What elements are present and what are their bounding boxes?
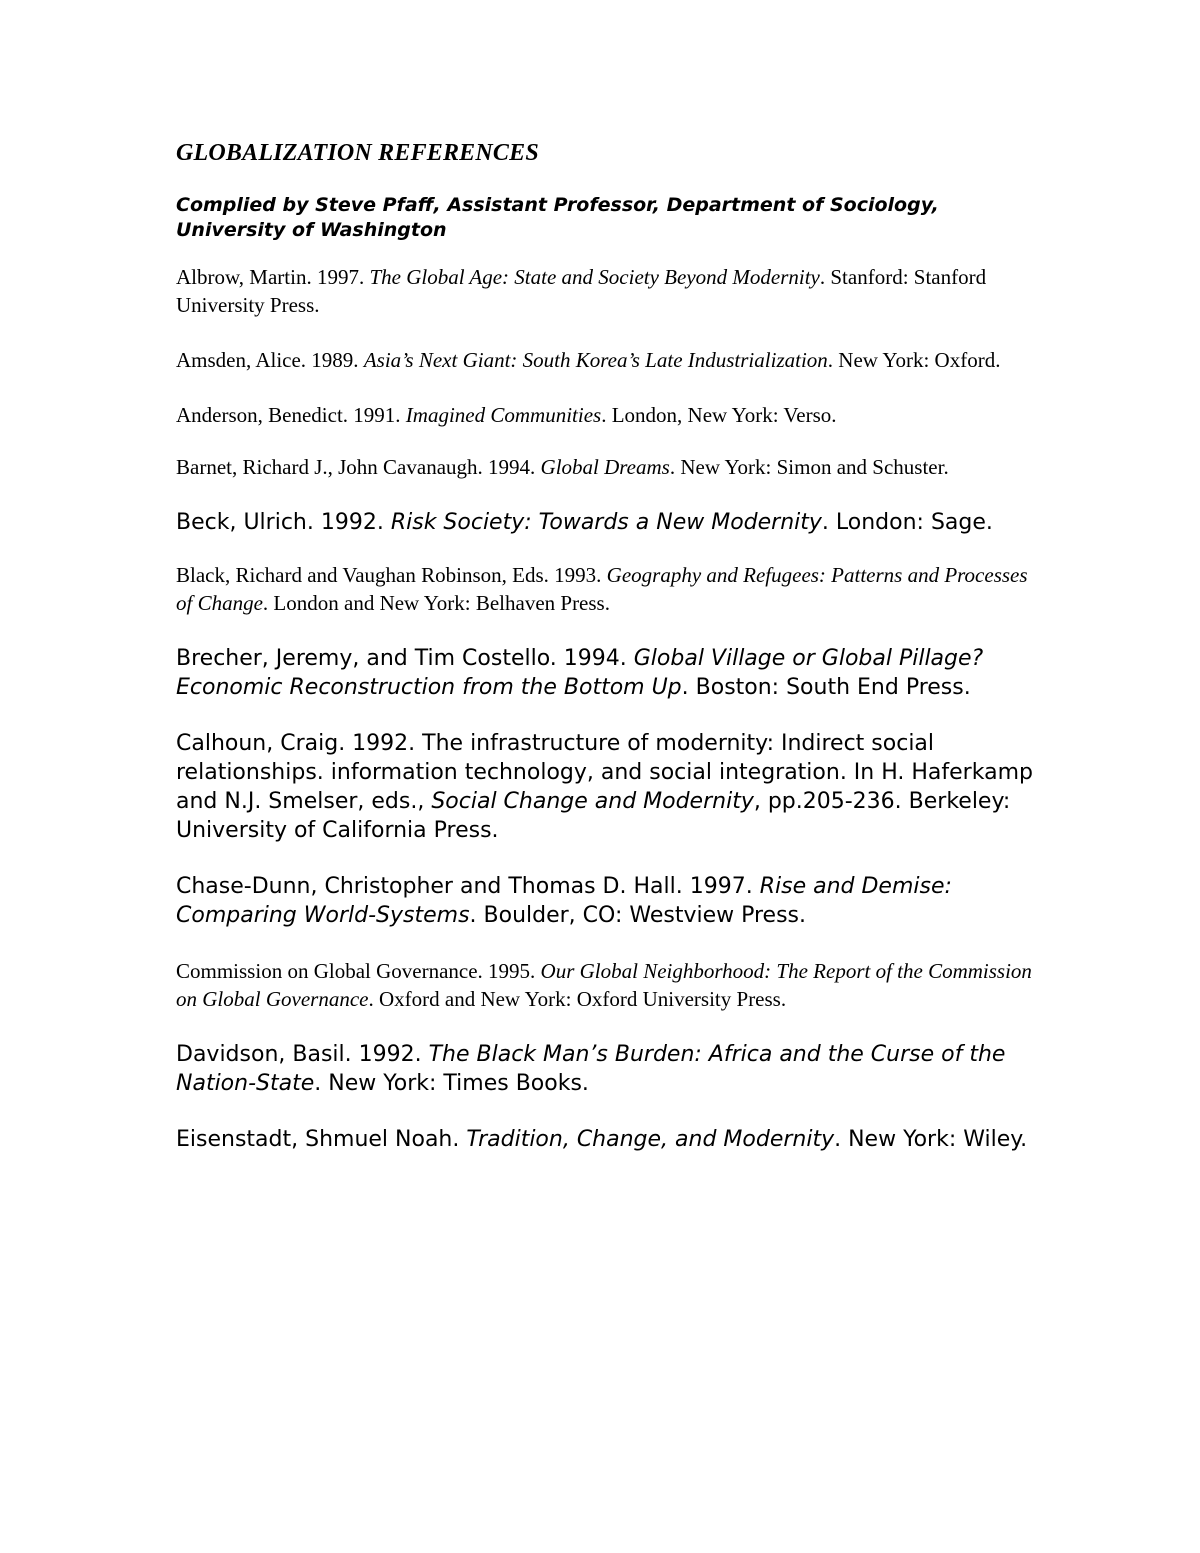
reference-entry: Barnet, Richard J., John Cavanaugh. 1994. Global Dreams. New York: Simon and Schuster.: [176, 455, 949, 479]
document-title: GLOBALIZATION REFERENCES: [176, 140, 539, 166]
reference-entry: Eisenstadt, Shmuel Noah. Tradition, Change, and Modernity. New York: Wiley.: [176, 1127, 1028, 1152]
compiler-credit: Complied by Steve Pfaff, Assistant Professor, Department of Sociology, University of Washington: [176, 194, 939, 241]
document-page: [176, 140, 1036, 1154]
reference-entry: Beck, Ulrich. 1992. Risk Society: Towards a New Modernity. London: Sage.: [176, 510, 993, 535]
reference-entry: Anderson, Benedict. 1991. Imagined Communities. London, New York: Verso.: [176, 403, 837, 427]
reference-entry: Brecher, Jeremy, and Tim Costello. 1994. Global Village or Global Pillage? Economic Reconstruction from the Bottom Up. Boston: South End Press.: [176, 646, 984, 700]
reference-entry: Albrow, Martin. 1997. The Global Age: State and Society Beyond Modernity. Stanford: Stanford University Press.: [176, 265, 987, 317]
reference-entry: Calhoun, Craig. 1992. The infrastructure of modernity: Indirect social relationships. information technology, and social integration. In H. Haferkamp and N.J. Smelser, eds., Social Change and Modernity, pp.205-236. Berkeley: University of California Press.: [176, 731, 1033, 843]
reference-entry: Amsden, Alice. 1989. Asia’s Next Giant: South Korea’s Late Industrialization. New York: Oxford.: [176, 348, 1001, 372]
reference-entry: Chase-Dunn, Christopher and Thomas D. Hall. 1997. Rise and Demise: Comparing World-Systems. Boulder, CO: Westview Press.: [176, 874, 952, 928]
reference-entry: Davidson, Basil. 1992. The Black Man’s Burden: Africa and the Curse of the Nation-State. New York: Times Books.: [176, 1042, 1006, 1096]
reference-entry: Commission on Global Governance. 1995. Our Global Neighborhood: The Report of the Commission on Global Governance. Oxford and New York: Oxford University Press.: [176, 959, 1032, 1011]
reference-entry: Black, Richard and Vaughan Robinson, Eds. 1993. Geography and Refugees: Patterns and Processes of Change. London and New York: Belhaven Press.: [176, 563, 1028, 615]
